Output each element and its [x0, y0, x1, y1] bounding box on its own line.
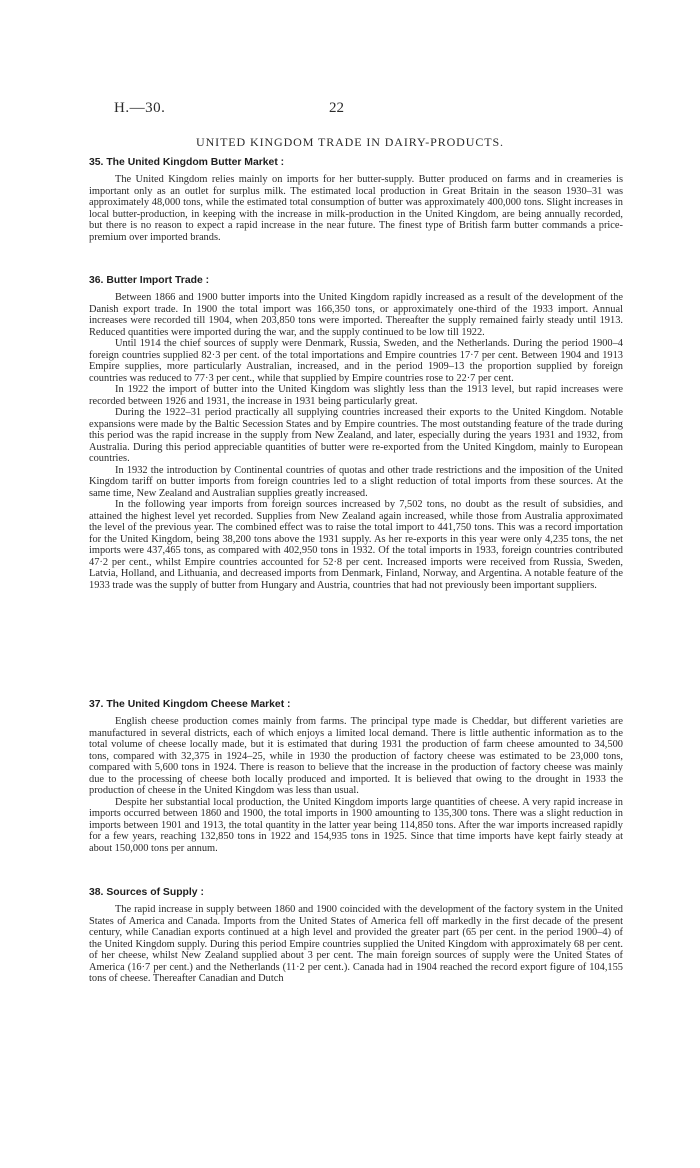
- section-36: [89, 274, 623, 698]
- section-heading: 38. Sources of Supply :: [89, 887, 204, 898]
- page-title: UNITED KINGDOM TRADE IN DAIRY-PRODUCTS.: [196, 135, 504, 149]
- paragraph: In the following year imports from foreign sources increased by 7,502 tons, no doubt as the result of subsidies, and attained the highest level yet recorded. Supplies from New Zealand again increased, while those from Australia approximated the level of the previous year. The combined effect was to raise the total import to 441,750 tons. This was a record importation for the United Kingdom, being 38,200 tons above the 1931 supply. As her re-exports in this year were only 4,235 tons, the net imports were 437,465 tons, as compared with 402,950 tons in 1932. Of the total imports in 1933, foreign countries contributed 47·2 per cent., whilst Empire countries accounted for 52·8 per cent. Increased imports were received from Russia, Sweden, Latvia, Holland, and Lithuania, and decreased imports from Denmark, Finland, Norway, and Argentina. A notable feature of the 1933 trade was the supply of butter from Hungary and Austria, countries that had not previously been important suppliers.: [89, 499, 623, 591]
- paragraph: English cheese production comes mainly from farms. The principal type made is Cheddar, but different varieties are manufactured in several districts, each of which enjoys a limited local demand. There is little authentic information as to the total volume of cheese locally made, but it is estimated that during 1931 the production of farm cheese amounted to 34,500 tons, compared with 32,375 in 1924–25, while in 1930 the production of factory cheese was estimated to be 23,000 tons, compared with 5,600 tons in 1924. There is reason to believe that the increase in the production of factory cheese was mainly due to the processing of cheese both locally produced and imported. It is believed that owing to the drought in 1933 the production of cheese in the United Kingdom was less than usual.: [89, 716, 623, 796]
- paragraph: Despite her substantial local production, the United Kingdom imports large quantities of cheese. A very rapid increase in imports occurred between 1860 and 1900, the total imports in 1900 amounting to 135,300 tons. There was a slight reduction in imports between 1901 and 1913, the total quantity in the latter year being 114,850 tons. After the war imports increased rapidly for a few years, reaching 132,850 tons in 1922 and 154,935 tons in 1925. Since that time imports have kept fairly steady at about 150,000 tons per annum.: [89, 796, 623, 854]
- section-37: [89, 698, 623, 886]
- section-35: [89, 156, 623, 274]
- paragraph: The rapid increase in supply between 1860 and 1900 coincided with the development of the factory system in the United States of America and Canada. Imports from the United States of America fell off markedly in the first decade of the present century, while Canadian exports continued at a high level and provided the greater part (65 per cent. in the period 1900–4) of the United Kingdom supply. During this period Empire countries supplied the United Kingdom with approximately 68 per cent. of her cheese, whilst New Zealand supplied about 3 per cent. The main foreign sources of supply were the United States of America (16·7 per cent.) and the Netherlands (11·2 per cent.). Canada had in 1904 reached the record export figure of 104,155 tons of cheese. Thereafter Canadian and Dutch: [89, 904, 623, 984]
- section-heading: 37. The United Kingdom Cheese Market :: [89, 699, 291, 710]
- paragraph: In 1932 the introduction by Continental countries of quotas and other trade restrictions and the imposition of the United Kingdom tariff on butter imports from foreign countries led to a slight reduction of total imports from these sources. At the same time, New Zealand and Australian supplies greatly increased.: [89, 464, 623, 499]
- paragraph: Between 1866 and 1900 butter imports into the United Kingdom rapidly increased as a result of the development of the Danish export trade. In 1900 the total import was 166,350 tons, or approximately one-third of the 1933 import. Annual increases were recorded till 1904, when 203,850 tons were imported. Thereafter the supply remained fairly steady until 1913. Reduced quantities were imported during the war, and the supply continued to be low till 1922.: [89, 292, 623, 338]
- section-heading: 35. The United Kingdom Butter Market :: [89, 157, 285, 168]
- paragraph: During the 1922–31 period practically all supplying countries increased their exports to the United Kingdom. Notable expansions were made by the Baltic Secession States and by Empire countries. The most outstanding feature of the trade during this period was the rapid increase in the supply from New Zealand, and later, especially during the years 1931 and 1932, from Australia. During this period appreciable quantities of butter were re-exported from the United Kingdom, mainly to European countries.: [89, 407, 623, 464]
- section-heading: 36. Butter Import Trade :: [89, 275, 210, 286]
- document-body: [89, 156, 623, 1046]
- paragraph: In 1922 the import of butter into the United Kingdom was slightly less than the 1913 level, but rapid increases were recorded between 1926 and 1931, the increase in 1931 being particularly great.: [89, 384, 623, 407]
- document-code: H.—30.: [114, 100, 166, 116]
- paragraph: The United Kingdom relies mainly on imports for her butter-supply. Butter produced on farms and in creameries is important only as an outlet for surplus milk. The estimated local production in Great Britain in the season 1930–31 was approximately 48,000 tons, while the estimated total consumption of butter was approximately 400,000 tons. Slight increases in local butter-production, in keeping with the increase in milk-production in the United Kingdom, are being annually recorded, but there is no reason to expect a rapid increase in the near future. The finest type of British farm butter commands a price-premium over imported brands.: [89, 174, 623, 243]
- paragraph: Until 1914 the chief sources of supply were Denmark, Russia, Sweden, and the Netherlands. During the period 1900–4 foreign countries supplied 82·3 per cent. of the total importations and Empire countries 17·7 per cent. Between 1904 and 1913 Empire supplies, more particularly Australian, increased, and in the period 1909–13 the proportion supplied by foreign countries was reduced to 77·3 per cent., while that supplied by Empire countries rose to 22·7 per cent.: [89, 338, 623, 384]
- section-38: [89, 886, 623, 1046]
- page-number: 22: [329, 100, 344, 116]
